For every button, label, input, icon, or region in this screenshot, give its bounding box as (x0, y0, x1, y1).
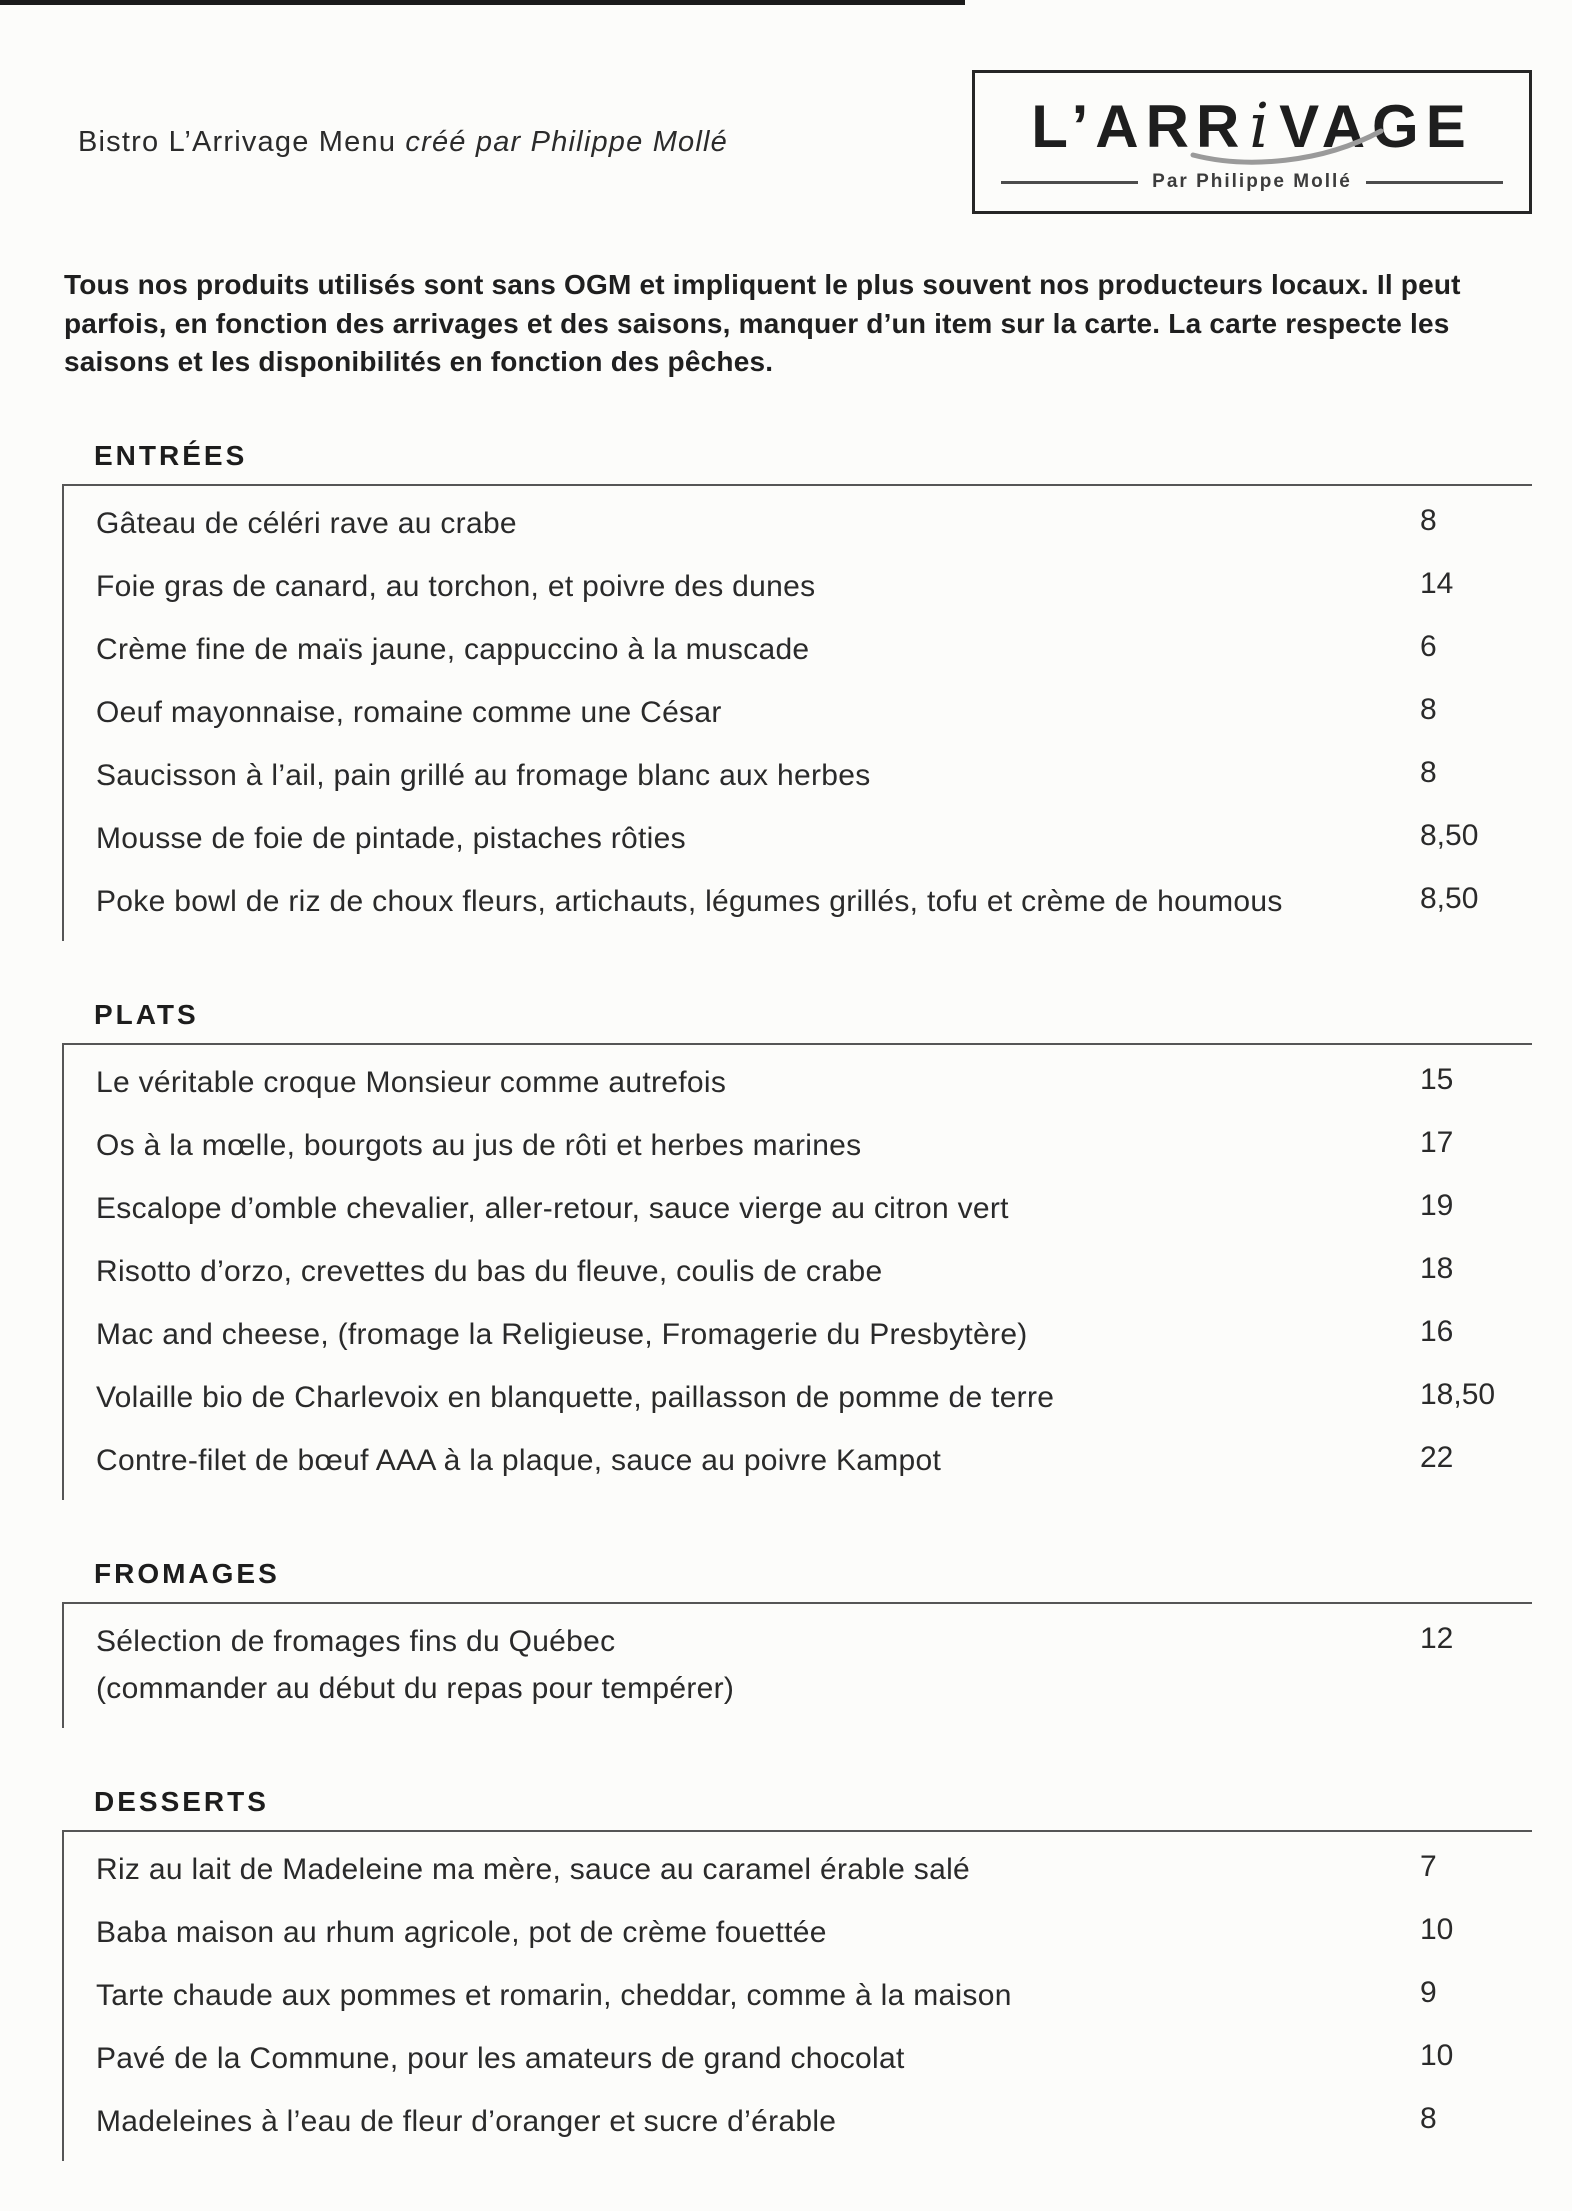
menu-item-name: Madeleines à l’eau de fleur d’oranger et sucre d’érable (96, 2104, 837, 2138)
menu-item-row (96, 870, 1520, 933)
menu-item-row (96, 2090, 1520, 2153)
menu-item-name: Volaille bio de Charlevoix en blanquette, paillasson de pomme de terre (96, 1380, 1055, 1414)
menu-sections (62, 440, 1532, 2161)
logo-word-pre: L’ARR (1031, 93, 1247, 160)
menu-item-text (96, 504, 1420, 543)
section-title: DESSERTS (94, 1785, 269, 1817)
menu-item-name: Gâteau de céléri rave au crabe (96, 506, 517, 540)
menu-item-text (96, 2039, 1420, 2078)
menu-item-text (96, 1378, 1420, 1417)
menu-item-price: 8 (1420, 2101, 1437, 2135)
page-title (78, 126, 728, 159)
menu-item-text (96, 1315, 1420, 1354)
menu-item-text (96, 630, 1420, 669)
menu-item-text (96, 1913, 1420, 1952)
menu-item-text (96, 1252, 1420, 1291)
page-title-italic: créé par Philippe Mollé (396, 125, 728, 158)
menu-item-name: Saucisson à l’ail, pain grillé au fromage blanc aux herbes (96, 758, 871, 792)
menu-item-name: Poke bowl de riz de choux fleurs, artichauts, légumes grillés, tofu et crème de houmous (96, 884, 1283, 918)
menu-item-name: Baba maison au rhum agricole, pot de crème fouettée (96, 1915, 827, 1949)
menu-item-row (96, 1964, 1520, 2027)
menu-item-name: Mac and cheese, (fromage la Religieuse, Fromagerie du Presbytère) (96, 1317, 1028, 1351)
menu-item-text (96, 882, 1420, 921)
menu-item-text (96, 567, 1420, 606)
page-title-regular: Bistro L’Arrivage Menu (78, 125, 397, 158)
menu-item-row (96, 1240, 1520, 1303)
menu-item-name: Contre-filet de bœuf AAA à la plaque, sauce au poivre Kampot (96, 1443, 942, 1477)
menu-item-price: 12 (1420, 1621, 1454, 1655)
menu-item-price: 10 (1420, 2038, 1454, 2072)
menu-item-name: Foie gras de canard, au torchon, et poivre des dunes (96, 569, 816, 603)
menu-item-text (96, 1063, 1420, 1102)
section-items (62, 1830, 1532, 2161)
menu-item-price: 18 (1420, 1251, 1454, 1285)
menu-item-row (96, 1901, 1520, 1964)
menu-item-row (96, 1303, 1520, 1366)
section-title: ENTRÉES (94, 439, 248, 471)
menu-item-text (96, 1850, 1420, 1889)
menu-item-text (96, 1126, 1420, 1165)
menu-item-text (96, 1441, 1420, 1480)
menu-item-row (96, 1366, 1520, 1429)
menu-item-price: 10 (1420, 1912, 1454, 1946)
menu-item-text (96, 1189, 1420, 1228)
section-title: FROMAGES (94, 1557, 280, 1589)
menu-item-name: Sélection de fromages fins du Québec (96, 1624, 616, 1658)
menu-item-text (96, 1622, 1420, 1708)
menu-item-row (96, 1610, 1520, 1720)
menu-item-name: Escalope d’omble chevalier, aller-retour, sauce vierge au citron vert (96, 1191, 1009, 1225)
menu-item-price: 7 (1420, 1849, 1437, 1883)
menu-item-text (96, 2102, 1420, 2141)
menu-item-text (96, 756, 1420, 795)
scan-artifact-strip (0, 0, 965, 5)
menu-item-name: Os à la mœlle, bourgots au jus de rôti et herbes marines (96, 1128, 862, 1162)
menu-item-name: Pavé de la Commune, pour les amateurs de grand chocolat (96, 2041, 905, 2075)
menu-item-text (96, 819, 1420, 858)
menu-item-name: Riz au lait de Madeleine ma mère, sauce au caramel érable salé (96, 1852, 971, 1886)
menu-item-price: 18,50 (1420, 1377, 1496, 1411)
menu-item-row (96, 1114, 1520, 1177)
tagline-rule-left (1001, 181, 1138, 184)
menu-item-price: 9 (1420, 1975, 1437, 2009)
menu-item-name: Crème fine de maïs jaune, cappuccino à la muscade (96, 632, 810, 666)
menu-section (62, 1786, 1532, 2161)
menu-item-name: Oeuf mayonnaise, romaine comme une César (96, 695, 722, 729)
menu-item-price: 17 (1420, 1125, 1454, 1159)
section-title: PLATS (94, 998, 199, 1030)
menu-item-price: 15 (1420, 1062, 1454, 1096)
section-items (62, 1043, 1532, 1500)
logo-wordmark (1001, 89, 1503, 162)
menu-item-price: 14 (1420, 566, 1454, 600)
menu-item-row (96, 681, 1520, 744)
menu-item-row (96, 1838, 1520, 1901)
logo-word-post: VAGE (1279, 93, 1473, 160)
menu-item-row (96, 1051, 1520, 1114)
tagline-text: Par Philippe Mollé (1152, 171, 1352, 192)
menu-item-row (96, 2027, 1520, 2090)
menu-item-row (96, 555, 1520, 618)
menu-item-text (96, 693, 1420, 732)
menu-item-price: 8 (1420, 503, 1437, 537)
menu-item-row (96, 1429, 1520, 1492)
menu-item-row (96, 618, 1520, 681)
menu-item-name: Risotto d’orzo, crevettes du bas du fleuve, coulis de crabe (96, 1254, 883, 1288)
menu-item-row (96, 1177, 1520, 1240)
menu-item-price: 8 (1420, 692, 1437, 726)
intro-paragraph: Tous nos produits utilisés sont sans OGM et impliquent le plus souvent nos producteurs locaux. Il peut parfois, en fonction des arrivages et des saisons, manquer d’un item sur la carte. La carte respecte les saisons et les disponibilités en fonction des pêches. (64, 269, 1461, 378)
menu-item-name: Tarte chaude aux pommes et romarin, cheddar, comme à la maison (96, 1978, 1012, 2012)
menu-item-price: 19 (1420, 1188, 1454, 1222)
menu-item-price: 8,50 (1420, 881, 1479, 915)
logo-script-i: i (1249, 95, 1276, 157)
menu-item-row (96, 807, 1520, 870)
menu-item-row (96, 492, 1520, 555)
menu-item-name: Le véritable croque Monsieur comme autrefois (96, 1065, 727, 1099)
menu-item-note: (commander au début du repas pour tempérer) (96, 1671, 735, 1705)
menu-item-price: 16 (1420, 1314, 1454, 1348)
menu-item-price: 6 (1420, 629, 1437, 663)
section-items (62, 1602, 1532, 1728)
header (62, 70, 1532, 214)
menu-item-price: 8,50 (1420, 818, 1479, 852)
menu-item-text (96, 1976, 1420, 2015)
menu-section (62, 999, 1532, 1500)
menu-item-name: Mousse de foie de pintade, pistaches rôties (96, 821, 686, 855)
restaurant-logo (972, 70, 1532, 214)
menu-item-row (96, 744, 1520, 807)
section-items (62, 484, 1532, 941)
menu-item-price: 8 (1420, 755, 1437, 789)
menu-section (62, 440, 1532, 941)
menu-section (62, 1558, 1532, 1728)
tagline-rule-right (1366, 181, 1503, 184)
menu-item-price: 22 (1420, 1440, 1454, 1474)
logo-tagline (1001, 171, 1503, 193)
